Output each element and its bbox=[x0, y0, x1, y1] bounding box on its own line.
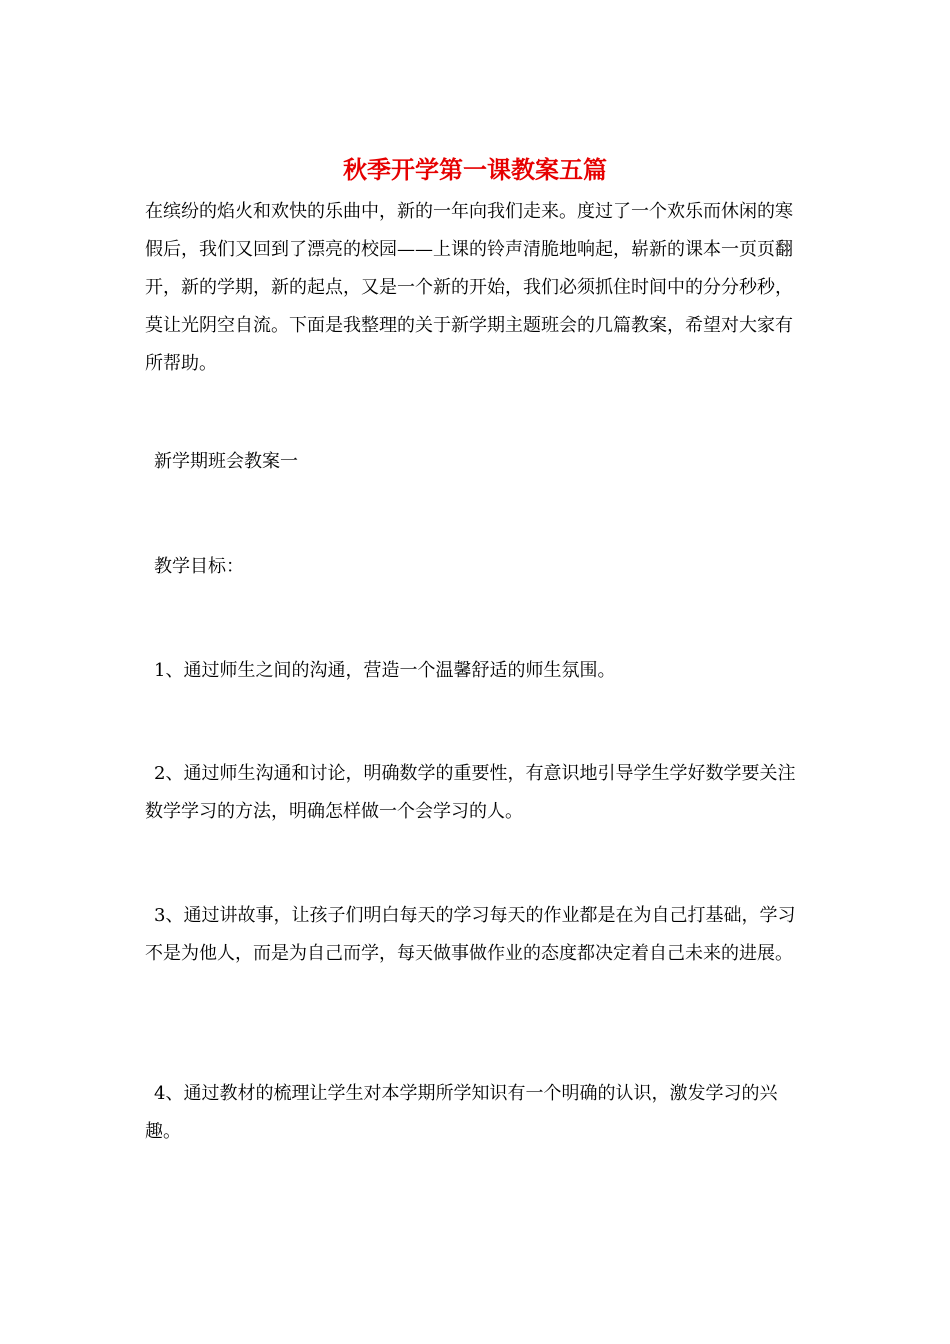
objective-item-2: 2、通过师生沟通和讨论，明确数学的重要性，有意识地引导学生学好数学要关注数学学习的方法，明确怎样做一个会学习的人。 bbox=[145, 763, 796, 822]
objectives-heading: 教学目标： bbox=[154, 556, 244, 577]
objective-item-3: 3、通过讲故事，让孩子们明白每天的学习每天的作业都是在为自己打基础，学习不是为他人，而是为自己而学，每天做事做作业的态度都决定着自己未来的进展。 bbox=[145, 905, 796, 964]
intro-paragraph: 在缤纷的焰火和欢快的乐曲中，新的一年向我们走来。度过了一个欢乐而休闲的寒假后，我们又回到了漂亮的校园——上课的铃声清脆地响起，崭新的课本一页页翻开，新的学期，新的起点，又是一个新的开始，我们必须抓住时间中的分分秒秒，莫让光阴空自流。下面是我整理的关于新学期主题班会的几篇教案，希望对大家有所帮助。 bbox=[145, 201, 793, 374]
objective-item-4: 4、通过教材的梳理让学生对本学期所学知识有一个明确的认识，激发学习的兴趣。 bbox=[145, 1083, 778, 1142]
document-title: 秋季开学第一课教案五篇 bbox=[343, 155, 607, 184]
objective-item-1: 1、通过师生之间的沟通，营造一个温馨舒适的师生氛围。 bbox=[154, 660, 616, 681]
section-heading: 新学期班会教案一 bbox=[154, 451, 298, 472]
